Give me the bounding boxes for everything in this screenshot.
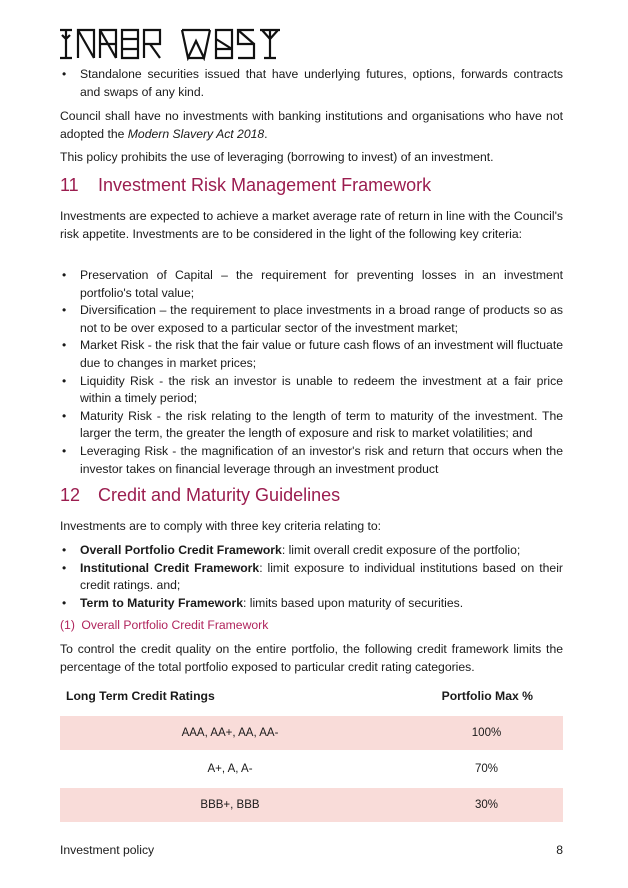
section-12-intro: Investments are to comply with three key criteria relating to: [60, 519, 382, 533]
criteria-text: : limits based upon maturity of securities. [242, 595, 464, 610]
subsection-title: Overall Portfolio Credit Framework [81, 618, 269, 632]
modern-slavery-paragraph [60, 108, 563, 143]
table-cell: 100% [471, 727, 502, 739]
list-item: • Diversification – the requirement to place investments in a broad range of products so as not to be over exposed to a particular sector of the investment market; [60, 302, 563, 337]
paragraph-text: Council shall have no investments with banking institutions and organisations who have not adopted the [60, 109, 563, 141]
section-title: Investment Risk Management Framework [98, 175, 432, 195]
table-row [60, 752, 563, 786]
list-item [60, 595, 563, 613]
criteria-name: Term to Maturity Framework [80, 595, 243, 610]
section-title: Credit and Maturity Guidelines [98, 485, 341, 505]
list-item [60, 542, 563, 560]
list-item: • Leveraging Risk - the magnification of an investor's risk and return that occurs when the investor takes on financial leverage through an investment product [60, 443, 563, 478]
risk-criteria-list [60, 267, 563, 478]
subsection-number: (1) [60, 618, 75, 632]
list-item: • Standalone securities issued that have underlying futures, options, forwards contracts and swaps of any kind. [60, 66, 563, 101]
list-item [60, 560, 563, 595]
page-number: 8 [556, 843, 563, 857]
credit-criteria-list [60, 542, 563, 612]
subsection-heading [60, 618, 563, 632]
table-header [60, 689, 563, 703]
section-12-heading [60, 484, 563, 506]
credit-framework-paragraph: To control the credit quality on the entire portfolio, the following credit framework limits the percentage of the total portfolio exposed to particular credit rating categories. [60, 642, 563, 674]
table-row [60, 716, 563, 750]
column-header: Long Term Credit Ratings [66, 689, 215, 703]
section-number: 11 [60, 175, 79, 195]
credit-ratings-table [60, 716, 563, 822]
criteria-text: : limit overall credit exposure of the portfolio; [281, 543, 521, 557]
list-item: • Market Risk - the risk that the fair value or future cash flows of an investment will fluctuate due to changes in market prices; [60, 337, 563, 372]
table-row [60, 788, 563, 822]
logo-graphic [58, 27, 298, 61]
column-header: Portfolio Max % [441, 689, 533, 703]
act-name: Modern Slavery Act 2018 [127, 126, 265, 141]
list-item: • Preservation of Capital – the requirement for preventing losses in an investment portfolio's total value; [60, 267, 563, 302]
list-item: • Maturity Risk - the risk relating to the length of term to maturity of the investment. The larger the term, the greater the length of exposure and risk to market volatilities; and [60, 408, 563, 443]
table-cell: AAA, AA+, AA, AA- [181, 727, 279, 739]
table-cell: BBB+, BBB [200, 799, 260, 811]
criteria-name: Overall Portfolio Credit Framework [80, 543, 282, 557]
section-number: 12 [60, 485, 81, 505]
inner-west-logo [58, 27, 298, 66]
section-11-intro: Investments are expected to achieve a market average rate of return in line with the Council's risk appetite. Investments are to be considered in the light of the following key criteria: [60, 209, 563, 241]
criteria-text: : limit exposure to individual institutions based on their credit ratings. and; [80, 560, 563, 593]
footer-title: Investment policy [60, 843, 155, 857]
section-11-heading [60, 174, 563, 196]
criteria-name: Institutional Credit Framework [80, 560, 260, 575]
leveraging-paragraph: This policy prohibits the use of leveraging (borrowing to invest) of an investment. [60, 150, 494, 164]
list-item: • Liquidity Risk - the risk an investor is unable to redeem the investment at a fair price within a timely period; [60, 373, 563, 408]
intro-list [60, 66, 563, 101]
table-cell: A+, A, A- [207, 763, 253, 775]
table-cell: 30% [474, 799, 499, 811]
table-cell: 70% [474, 763, 499, 775]
page-footer [60, 843, 563, 857]
paragraph-text: . [264, 126, 268, 141]
